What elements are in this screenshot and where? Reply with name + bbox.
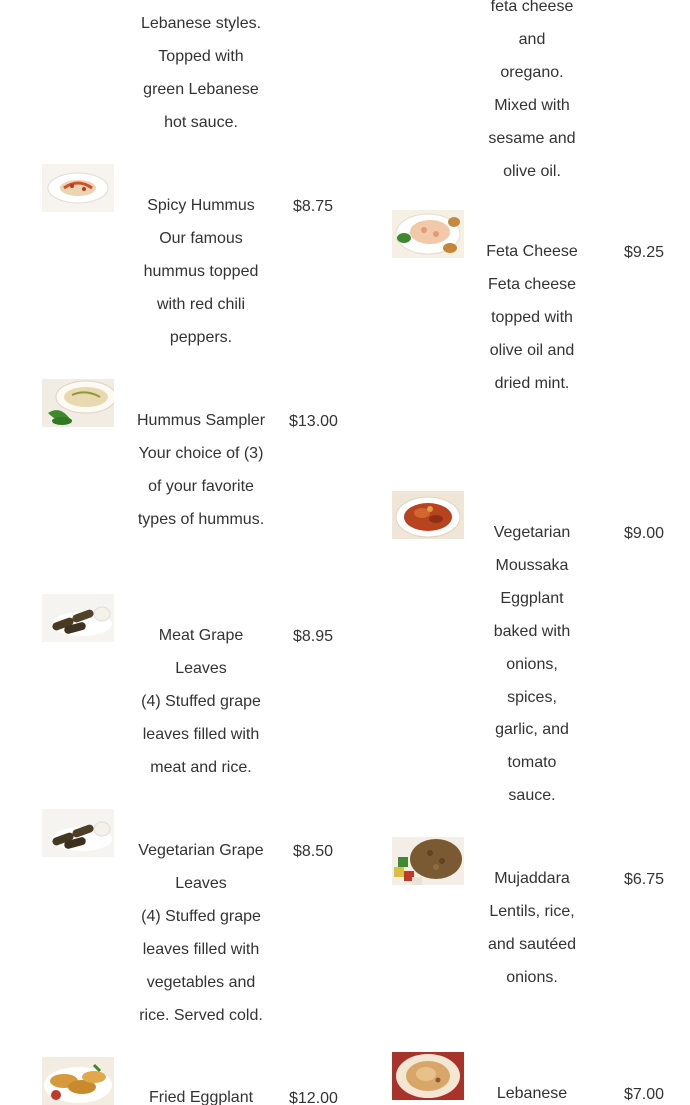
menu-item-lebanese <box>486 1078 578 1105</box>
menu-item-feta-cheese <box>486 236 578 401</box>
menu-item-meat-grape-leaves <box>136 620 266 785</box>
item-description: Lentils, rice, and sautéed onions. <box>487 902 577 986</box>
item-price: $8.50 <box>293 843 334 860</box>
item-description: Your choice of (3) of your favorite types of hummus. <box>137 444 265 528</box>
item-name: Hummus Sampler <box>136 412 266 429</box>
menu-item-spicy-hummus <box>136 190 266 355</box>
vegetarian-moussaka-photo[interactable] <box>392 491 464 539</box>
item-name: Vegetarian Moussaka <box>493 524 571 574</box>
feta-cheese-photo[interactable] <box>392 210 464 258</box>
item-description: Our famous hummus topped with red chili peppers. <box>143 229 259 346</box>
menu-item-hummus-sampler <box>136 405 266 537</box>
item-price: $7.00 <box>624 1086 665 1103</box>
item-description: Eggplant baked with onions, spices, garlic, and tomato sauce. <box>493 589 571 805</box>
item-price: $9.00 <box>624 525 665 542</box>
fried-eggplant-photo[interactable] <box>42 1057 114 1105</box>
item-price: $13.00 <box>289 413 338 430</box>
item-name: Mujaddara <box>494 870 570 887</box>
item-price: $6.75 <box>624 871 665 888</box>
item-name: Lebanese <box>496 1085 568 1102</box>
menu-item-vegetarian-moussaka <box>486 517 578 813</box>
menu-item-vegetarian-grape-leaves <box>136 835 266 1032</box>
lebanese-photo[interactable] <box>392 1052 464 1100</box>
menu-item-mujaddara <box>486 863 578 995</box>
item-name: Fried Eggplant <box>148 1089 254 1105</box>
item-description: feta cheese and oregano. Mixed with sesame and olive oil. <box>488 0 576 180</box>
item-price: $9.25 <box>624 244 665 261</box>
item-name: Feta Cheese <box>486 243 578 260</box>
item-description: (4) Stuffed grape leaves filled with meat and rice. <box>141 692 261 776</box>
mujaddara-photo[interactable] <box>392 837 464 885</box>
vegetarian-grape-leaves-photo[interactable] <box>42 809 114 857</box>
item-price: $8.75 <box>293 198 334 215</box>
item-description: Lebanese styles. Topped with green Lebanese hot sauce. <box>140 15 262 131</box>
item-price: $8.95 <box>293 628 334 645</box>
item-price: $12.00 <box>289 1090 338 1105</box>
menu-item-fried-eggplant <box>136 1082 266 1105</box>
hummus-sampler-photo[interactable] <box>42 379 114 427</box>
meat-grape-leaves-photo[interactable] <box>42 594 114 642</box>
item-name: Vegetarian Grape Leaves <box>138 842 264 892</box>
spicy-hummus-photo[interactable] <box>42 164 114 212</box>
item-name: Meat Grape Leaves <box>158 627 244 677</box>
item-name: Spicy Hummus <box>147 197 255 214</box>
item-description: Feta cheese topped with olive oil and dried mint. <box>487 275 577 392</box>
item-description: (4) Stuffed grape leaves filled with vegetables and rice. Served cold. <box>139 907 263 1024</box>
